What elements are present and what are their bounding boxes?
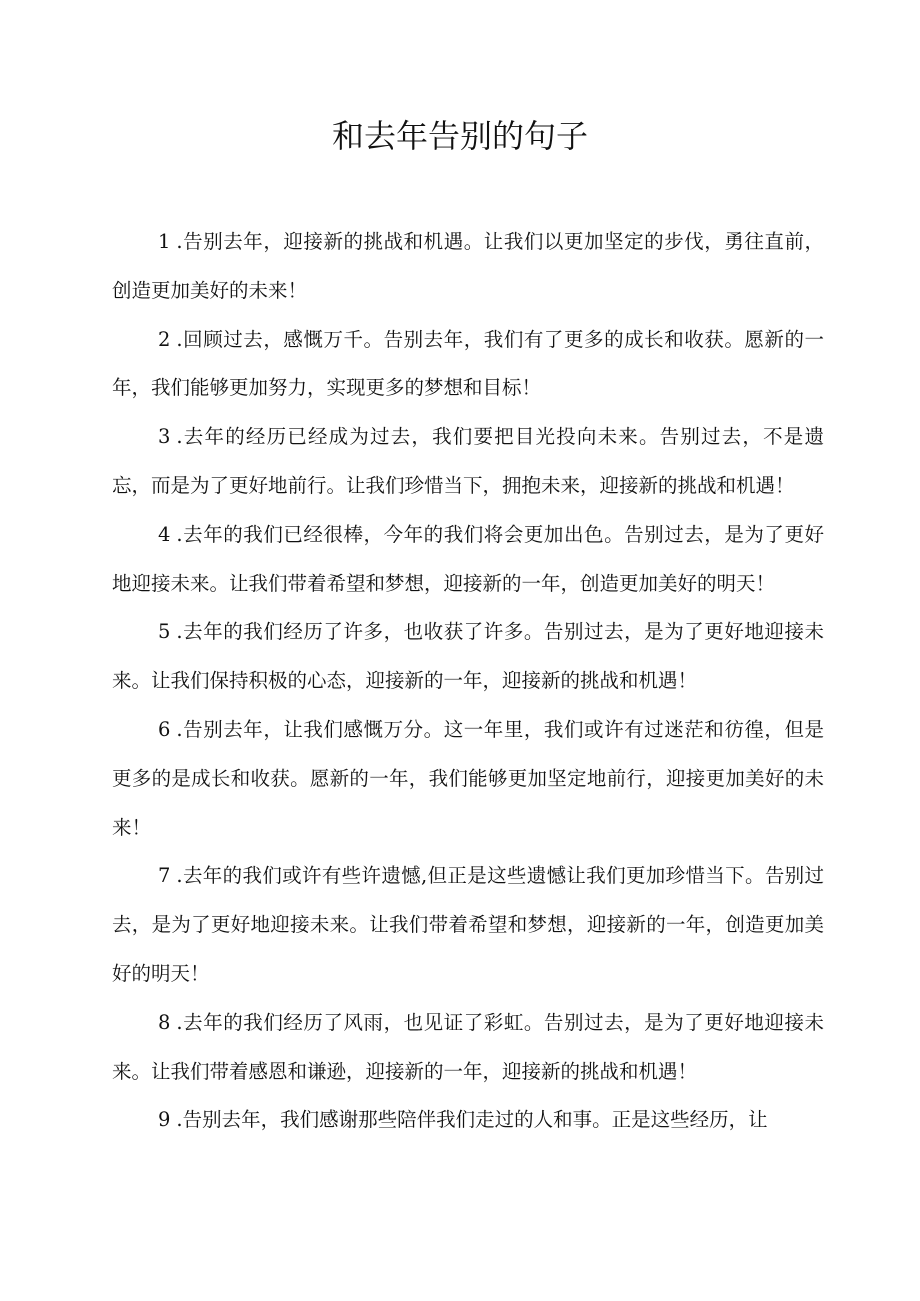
paragraph-text: .告别去年，我们感谢那些陪伴我们走过的人和事。正是这些经历，让 — [176, 1108, 768, 1132]
paragraph-number: 9 — [158, 1108, 171, 1132]
paragraph-5 — [112, 608, 824, 706]
paragraph-text: .去年的我们已经很棒，今年的我们将会更加出色。告别过去，是为了更好地迎接未来。让我们带着希望和梦想，迎接新的一年，创造更加美好的明天！ — [112, 522, 824, 595]
paragraph-3 — [112, 413, 824, 511]
document-body — [112, 218, 824, 1145]
paragraph-number: 7 — [158, 864, 171, 888]
paragraph-number: 1 — [158, 230, 171, 253]
paragraph-text: .告别去年，迎接新的挑战和机遇。让我们以更加坚定的步伐，勇往直前，创造更加美好的未来！ — [112, 230, 824, 302]
paragraph-text: .去年的我们经历了许多，也收获了许多。告别过去，是为了更好地迎接未来。让我们保持积极的心态，迎接新的一年，迎接新的挑战和机遇！ — [112, 620, 824, 693]
paragraph-text: .去年的我们经历了风雨，也见证了彩虹。告别过去，是为了更好地迎接未来。让我们带着感恩和谦逊，迎接新的一年，迎接新的挑战和机遇！ — [112, 1010, 824, 1083]
paragraph-number: 5 — [158, 620, 171, 644]
paragraph-4 — [112, 511, 824, 609]
paragraph-9 — [112, 1096, 824, 1145]
paragraph-7 — [112, 852, 824, 998]
paragraph-number: 2 — [158, 327, 171, 351]
paragraph-number: 3 — [158, 425, 171, 449]
paragraph-2 — [112, 316, 824, 414]
paragraph-8 — [112, 999, 824, 1097]
page-title: 和去年告别的句子 — [331, 117, 588, 155]
paragraph-6 — [112, 706, 824, 852]
paragraph-text: .去年的经历已经成为过去，我们要把目光投向未来。告别过去，不是遗忘，而是为了更好地前行。让我们珍惜当下，拥抱未来，迎接新的挑战和机遇！ — [112, 425, 824, 497]
paragraph-number: 8 — [158, 1010, 171, 1034]
paragraph-1 — [112, 218, 824, 316]
paragraph-number: 6 — [158, 717, 171, 741]
paragraph-text: .告别去年，让我们感慨万分。这一年里，我们或许有过迷茫和彷徨，但是更多的是成长和收获。愿新的一年，我们能够更加坚定地前行，迎接更加美好的未来！ — [112, 717, 824, 839]
paragraph-text: .去年的我们或许有些许遗憾,但正是这些遗憾让我们更加珍惜当下。告别过去，是为了更好地迎接未来。让我们带着希望和梦想，迎接新的一年，创造更加美好的明天！ — [112, 864, 824, 985]
paragraph-text: .回顾过去，感慨万千。告别去年，我们有了更多的成长和收获。愿新的一年，我们能够更加努力，实现更多的梦想和目标！ — [112, 327, 824, 400]
paragraph-number: 4 — [158, 522, 171, 546]
